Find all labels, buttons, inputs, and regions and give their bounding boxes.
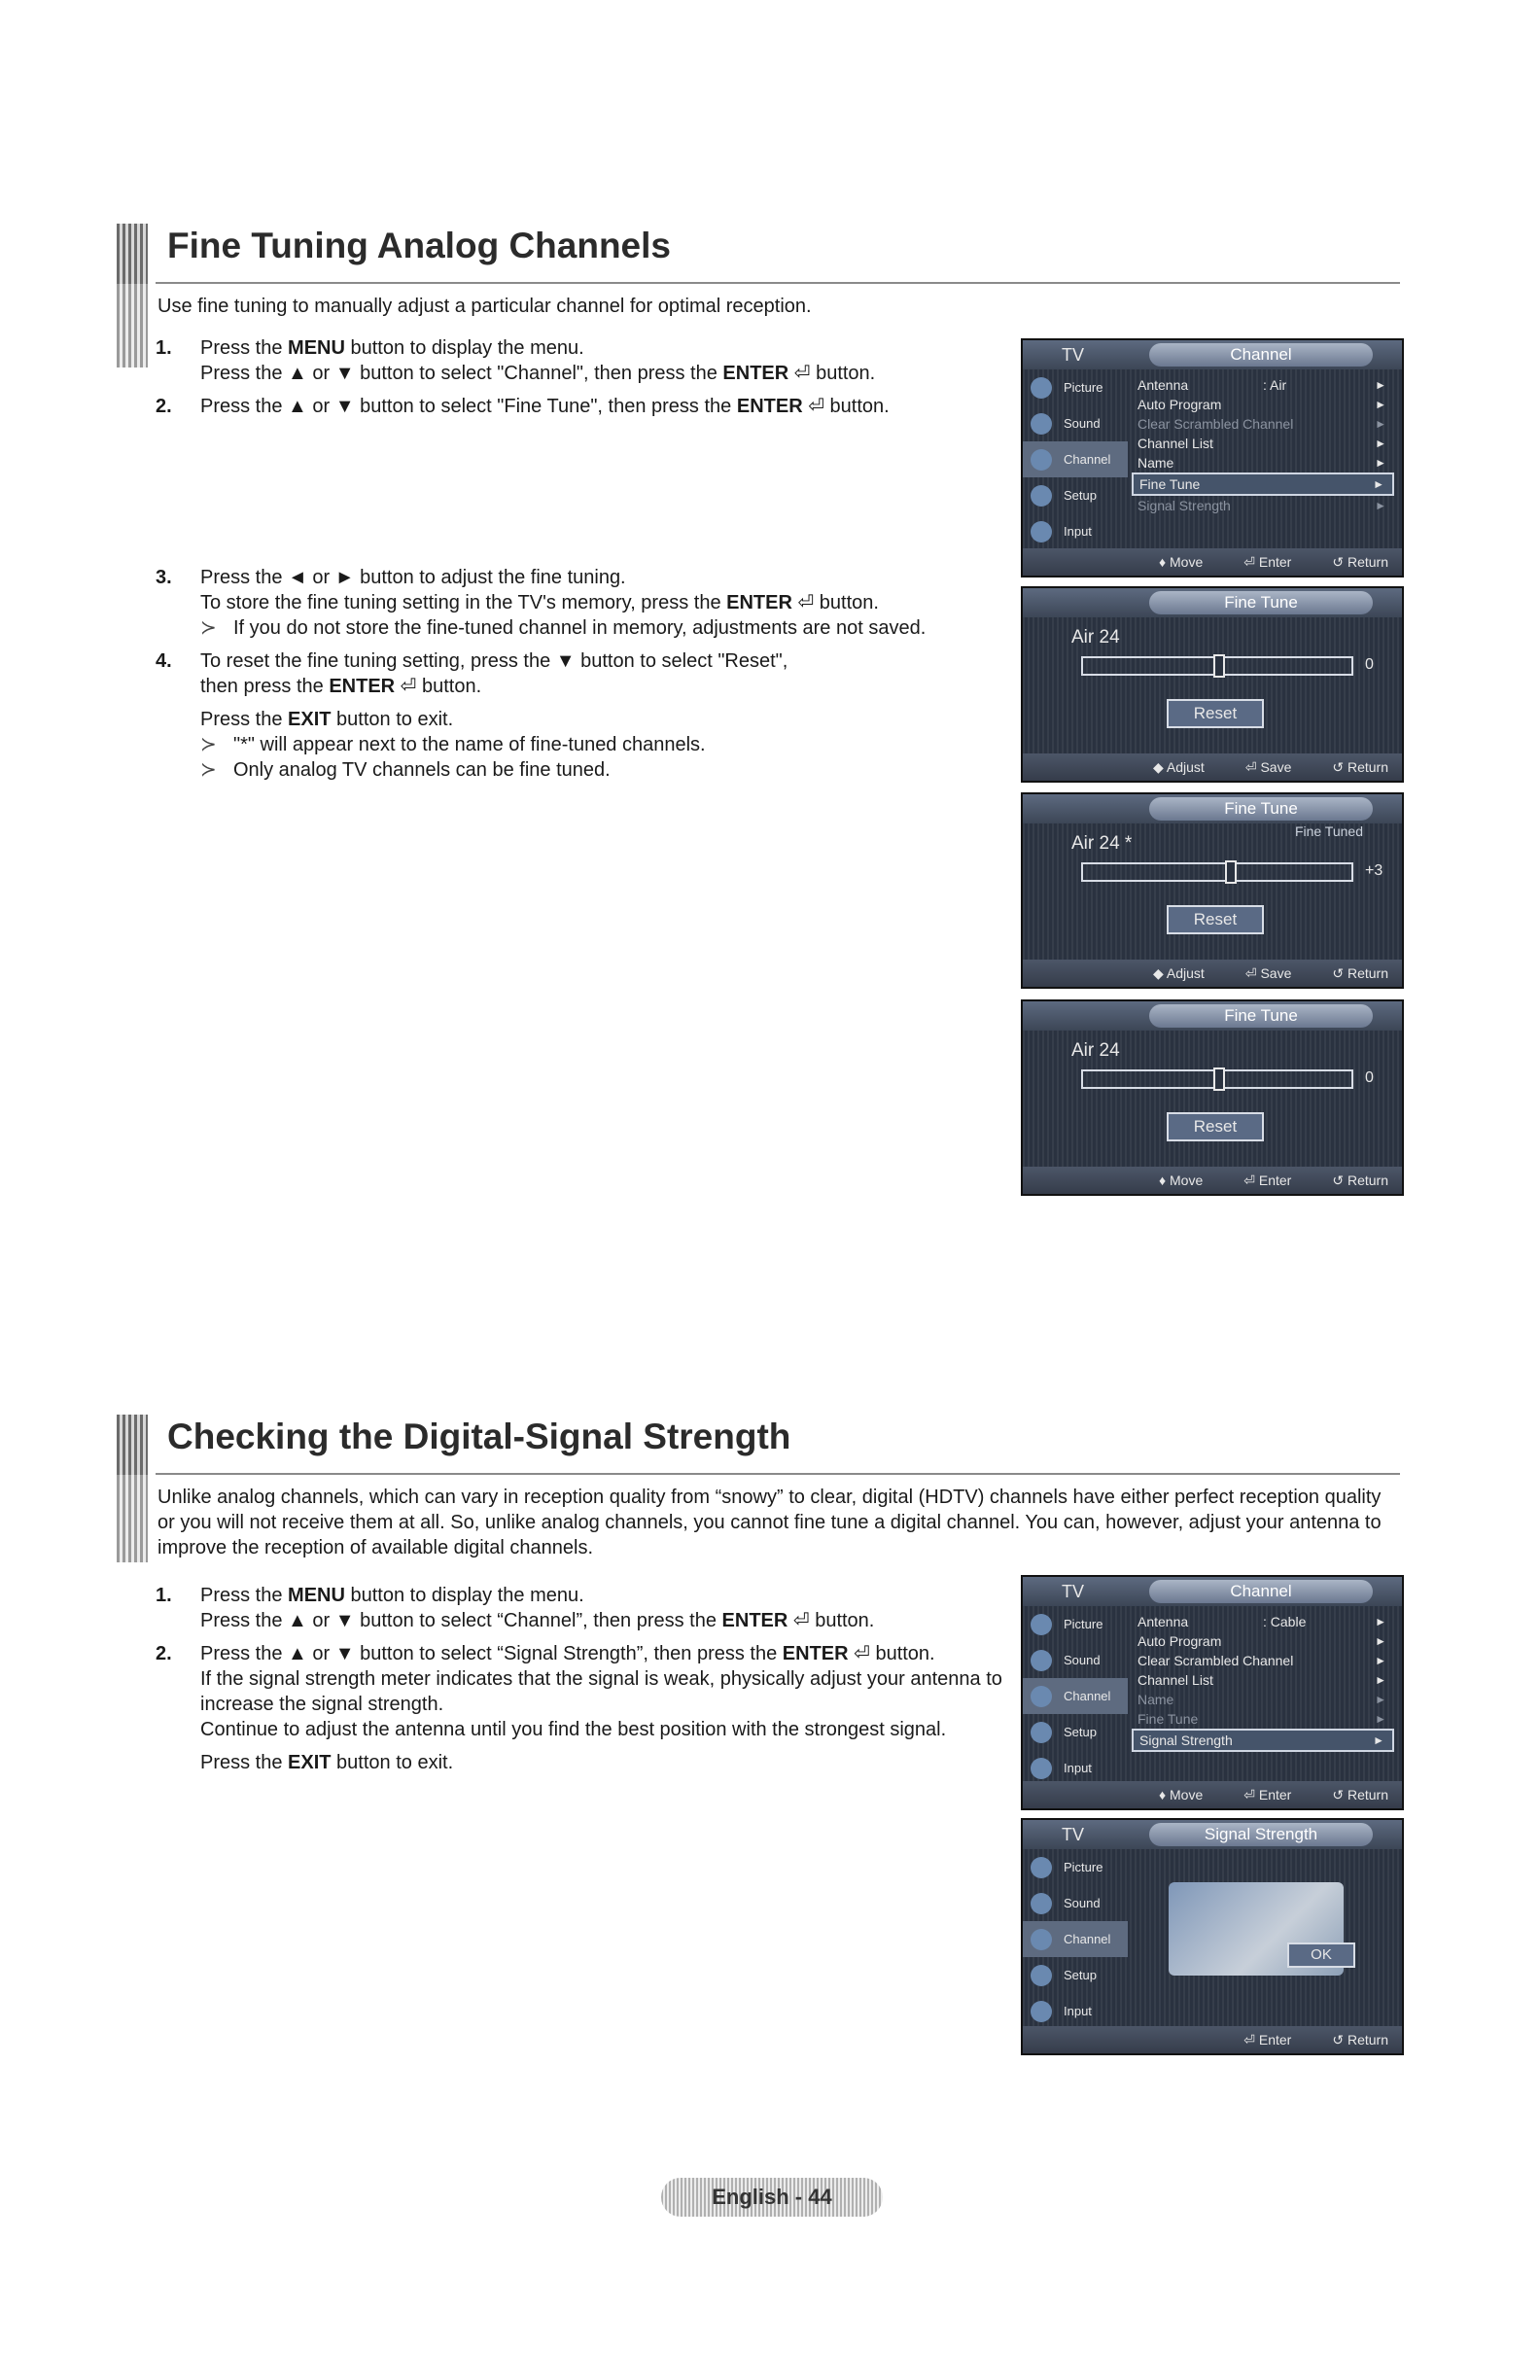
slider-value: +3: [1365, 862, 1383, 879]
step: [156, 335, 1011, 386]
slider-value: 0: [1365, 656, 1374, 673]
osd-item-fine-tune: Fine Tune ►: [1132, 472, 1394, 496]
osd-item-antenna: Antenna : Cable ►: [1138, 1614, 1386, 1629]
osd-fine-tune-reset: [1021, 999, 1404, 1196]
step-text: Press the ▲ or ▼ button to select “Channel”, then press the ENTER ⏎ button.: [200, 1610, 875, 1631]
step-text: Press the ▲ or ▼ button to select "Fine Tune", then press the ENTER ⏎ button.: [200, 396, 890, 417]
osd-header: [1023, 1001, 1402, 1031]
step-text: If the signal strength meter indicates that the signal is weak, physically adjust your antenna to increase the signal strength.: [200, 1668, 1002, 1715]
osd-item-antenna: Antenna : Air ►: [1138, 377, 1386, 393]
step-text: Press the MENU button to display the menu.: [200, 1585, 584, 1606]
osd-title: Channel: [1149, 1580, 1373, 1603]
reset-button: Reset: [1167, 699, 1264, 728]
step-text: Continue to adjust the antenna until you find the best position with the strongest signal.: [200, 1719, 947, 1740]
osd-item-channel-list: Channel List ►: [1138, 1672, 1386, 1688]
slider-knob: [1213, 654, 1225, 678]
osd-header: [1023, 340, 1402, 369]
step-number: 2.: [156, 1643, 172, 1664]
osd-side-picture: Picture: [1023, 1849, 1128, 1885]
osd-sidebar: [1023, 1849, 1128, 2029]
step: [156, 1583, 1011, 1633]
osd-item-name: Name ►: [1138, 455, 1386, 471]
step-text: To store the fine tuning setting in the TV's memory, press the ENTER ⏎ button.: [200, 592, 879, 613]
step-note: ≻ If you do not store the fine-tuned channel in memory, adjustments are not saved.: [200, 615, 1011, 641]
fine-tune-slider: [1081, 862, 1383, 882]
osd-tv-label: TV: [1062, 1825, 1085, 1844]
step: [156, 394, 1011, 419]
section-title: Checking the Digital-Signal Strength: [167, 1417, 791, 1456]
osd-item-auto-program: Auto Program ►: [1138, 397, 1386, 412]
step-note: ≻ Only analog TV channels can be fine tuned.: [200, 757, 1011, 783]
header-stripe: [117, 1415, 148, 1475]
step-number: 1.: [156, 337, 172, 359]
osd-item-fine-tune: Fine Tune ►: [1138, 1711, 1386, 1727]
reset-button: Reset: [1167, 905, 1264, 934]
osd-side-channel: Channel: [1023, 1921, 1128, 1957]
section-header-fine-tuning: [117, 224, 1400, 284]
osd-item-signal-strength: Signal Strength ►: [1138, 498, 1386, 513]
osd-side-setup: Setup: [1023, 477, 1128, 513]
step-text: Press the MENU button to display the menu.: [200, 337, 584, 359]
section-intro: Unlike analog channels, which can vary in reception quality from “snowy” to clear, digital (HDTV) channels have either perfect reception quality or you will not receive them at all. So, unlike analog channels, you cannot fine tune a digital channel. You can, however, adjust your antenna to improve the reception of available digital channels.: [158, 1487, 1382, 1558]
osd-item-signal-strength: Signal Strength ►: [1132, 1729, 1394, 1752]
osd-signal-strength: [1021, 1818, 1404, 2055]
page-number-badge: English - 44: [661, 2178, 883, 2217]
slider-knob: [1213, 1068, 1225, 1091]
osd-item-clear-scrambled: Clear Scrambled Channel ►: [1138, 416, 1386, 432]
step-text: Press the ▲ or ▼ button to select “Signal Strength”, then press the ENTER ⏎ button.: [200, 1643, 935, 1664]
osd-channel-menu: [1021, 1575, 1404, 1810]
section-header-signal-strength: [117, 1415, 1400, 1475]
step: [156, 1641, 1011, 1775]
ok-button: OK: [1287, 1942, 1355, 1968]
osd-sidebar: [1023, 369, 1128, 549]
section-side-bar: [117, 1475, 148, 1562]
osd-item-auto-program: Auto Program ►: [1138, 1633, 1386, 1649]
section-title: Fine Tuning Analog Channels: [167, 226, 671, 265]
slider-value: 0: [1365, 1069, 1374, 1086]
osd-side-input: Input: [1023, 513, 1128, 549]
osd-fine-tune-adjusted: [1021, 792, 1404, 989]
step-text: Press the EXIT button to exit.: [200, 709, 454, 730]
osd-menu-list: [1132, 1612, 1394, 1752]
step-note: ≻ "*" will appear next to the name of fine-tuned channels.: [200, 732, 1011, 757]
section-side-bar: [117, 284, 148, 368]
osd-channel-name: Air 24: [1071, 627, 1120, 648]
step-number: 4.: [156, 650, 172, 672]
osd-tv-label: TV: [1062, 345, 1085, 365]
osd-side-sound: Sound: [1023, 405, 1128, 441]
osd-side-input: Input: [1023, 1750, 1128, 1786]
osd-item-channel-list: Channel List ►: [1138, 436, 1386, 451]
step-text: Press the EXIT button to exit.: [200, 1752, 454, 1773]
step: [156, 648, 1011, 783]
osd-footer: ♦ Move ⏎ Enter ↺ Return: [1023, 1781, 1402, 1808]
osd-channel-menu: [1021, 338, 1404, 578]
osd-side-input: Input: [1023, 1993, 1128, 2029]
osd-header: [1023, 1577, 1402, 1606]
osd-fine-tune: [1021, 586, 1404, 783]
slider-knob: [1225, 860, 1237, 884]
osd-footer: ♦ Move ⏎ Enter ↺ Return: [1023, 1167, 1402, 1194]
osd-side-picture: Picture: [1023, 1606, 1128, 1642]
osd-menu-list: [1132, 375, 1394, 515]
header-rule: [156, 1473, 1400, 1475]
osd-sidebar: [1023, 1606, 1128, 1786]
osd-title: Signal Strength: [1149, 1823, 1373, 1846]
osd-side-setup: Setup: [1023, 1714, 1128, 1750]
reset-button: Reset: [1167, 1112, 1264, 1141]
osd-side-setup: Setup: [1023, 1957, 1128, 1993]
osd-title: Fine Tune: [1149, 1004, 1373, 1028]
header-rule: [156, 282, 1400, 284]
step-list: [156, 1583, 1011, 1783]
osd-title: Fine Tune: [1149, 797, 1373, 821]
osd-title: Fine Tune: [1149, 591, 1373, 614]
step-text: Press the ▲ or ▼ button to select "Channel", then press the ENTER ⏎ button.: [200, 363, 876, 384]
osd-header: [1023, 588, 1402, 617]
step-text: Press the ◄ or ► button to adjust the fine tuning.: [200, 567, 626, 588]
step-text: To reset the fine tuning setting, press the ▼ button to select "Reset",: [200, 650, 788, 672]
osd-footer: ⏎ Enter ↺ Return: [1023, 2026, 1402, 2053]
fine-tune-slider: [1081, 656, 1374, 676]
step-text: then press the ENTER ⏎ button.: [200, 676, 482, 697]
osd-side-picture: Picture: [1023, 369, 1128, 405]
osd-footer: ◆ Adjust ⏎ Save ↺ Return: [1023, 960, 1402, 987]
header-stripe: [117, 224, 148, 284]
step-number: 2.: [156, 396, 172, 417]
step-list: [156, 335, 1011, 790]
fine-tune-slider: [1081, 1069, 1374, 1089]
osd-footer: ◆ Adjust ⏎ Save ↺ Return: [1023, 753, 1402, 781]
osd-header: [1023, 1820, 1402, 1849]
osd-item-name: Name ►: [1138, 1692, 1386, 1707]
fine-tuned-tag: Fine Tuned: [1294, 823, 1363, 839]
osd-channel-name: Air 24 *: [1071, 833, 1133, 854]
osd-footer: ♦ Move ⏎ Enter ↺ Return: [1023, 548, 1402, 576]
step: [156, 565, 1011, 641]
osd-side-channel: Channel: [1023, 1678, 1128, 1714]
step-number: 3.: [156, 567, 172, 588]
section-intro: Use fine tuning to manually adjust a particular channel for optimal reception.: [158, 296, 812, 317]
osd-title: Channel: [1149, 343, 1373, 367]
osd-item-clear-scrambled: Clear Scrambled Channel ►: [1138, 1653, 1386, 1668]
osd-channel-name: Air 24: [1071, 1040, 1120, 1061]
osd-side-sound: Sound: [1023, 1642, 1128, 1678]
osd-side-channel: Channel: [1023, 441, 1128, 477]
step-number: 1.: [156, 1585, 172, 1606]
osd-header: [1023, 794, 1402, 823]
osd-tv-label: TV: [1062, 1582, 1085, 1601]
osd-side-sound: Sound: [1023, 1885, 1128, 1921]
